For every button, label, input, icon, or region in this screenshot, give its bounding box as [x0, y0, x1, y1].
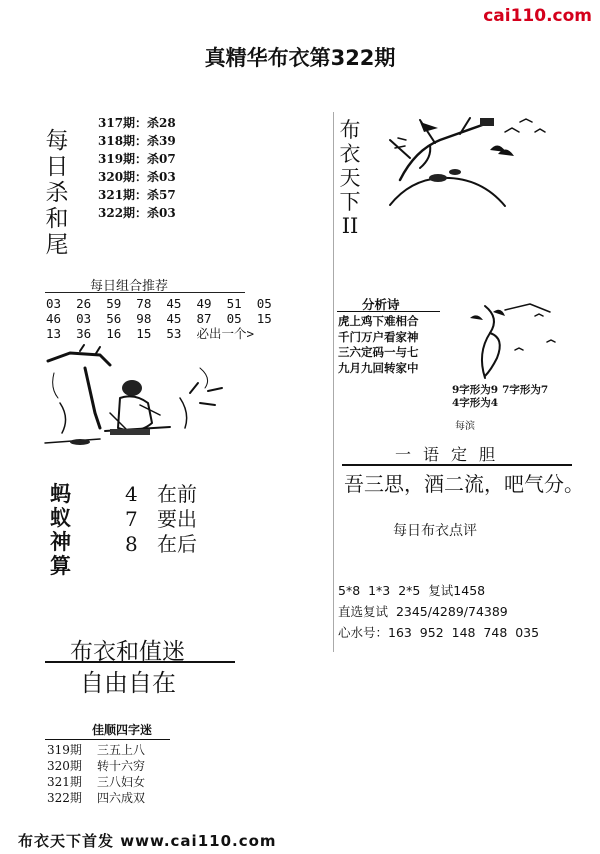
buyi-char: 天	[339, 166, 361, 190]
jiashun-text: 三五上八	[97, 743, 146, 757]
poem-note: 4字形为4	[452, 397, 499, 409]
buyi-char: 衣	[339, 142, 361, 166]
column-divider	[333, 112, 334, 652]
poem-author: 每滨	[455, 421, 475, 432]
buyi-char: 布	[339, 118, 361, 142]
poem-note: 7字形为7	[502, 384, 549, 396]
page-title: 真精华布衣第322期	[204, 46, 396, 70]
ant-number: 4	[125, 482, 138, 506]
ant-text: 在前	[157, 482, 197, 506]
buyi-char: 下	[339, 190, 361, 214]
combo-row: 03 26 59 78 45 49 51 05	[46, 296, 272, 311]
jiashun-divider	[45, 739, 170, 740]
daily-kill-label	[44, 128, 70, 258]
daily-kill-char: 每	[45, 128, 69, 154]
jiashun-row	[47, 774, 145, 790]
daily-kill-char: 和	[45, 206, 69, 232]
combo-divider	[45, 292, 245, 293]
poem-note: 9字形为9	[452, 384, 499, 396]
poem-title: 分析诗	[362, 297, 400, 312]
poem-line: 九月九回转家中	[338, 360, 419, 375]
site-watermark: cai110.com	[483, 6, 592, 26]
dianping-row: 直选复试 2345/4289/74389	[338, 604, 508, 619]
yiyu-title: 一语定胆	[395, 445, 508, 464]
jiashun-rows	[47, 742, 145, 806]
daily-kill-char: 杀	[45, 180, 69, 206]
plant-illustration	[455, 298, 565, 383]
ant-char: 蚁	[50, 506, 71, 530]
ant-char: 神	[50, 530, 71, 554]
jiashun-row	[47, 742, 145, 758]
kill-item: 321期：杀57	[98, 188, 176, 202]
jiashun-period: 322期	[47, 791, 82, 805]
poem-line: 三六定码一与七	[338, 345, 419, 359]
dianping-row: 5*8 1*3 2*5 复试1458	[338, 583, 486, 598]
ant-char: 蚂	[50, 482, 71, 506]
ant-text: 在后	[157, 532, 197, 556]
daily-kill-list	[98, 114, 176, 222]
jiashun-text: 四六成双	[97, 791, 146, 805]
dianping-rows	[338, 580, 539, 643]
jiashun-period: 321期	[47, 775, 82, 789]
ant-row	[125, 482, 197, 507]
kill-item: 320期：杀03	[98, 170, 176, 184]
baiyi-subtitle: 自由自在	[80, 669, 176, 697]
poem-notes	[452, 384, 552, 410]
poem-line: 千门万户看家神	[338, 329, 419, 344]
combo-rows	[46, 296, 272, 341]
jiashun-row	[47, 758, 145, 774]
kill-item: 318期：杀39	[98, 134, 176, 148]
jiashun-period: 320期	[47, 759, 82, 773]
ant-rows	[125, 482, 197, 557]
footer-banner: 布衣天下首发 www.cai110.com	[18, 832, 277, 850]
combo-title: 每日组合推荐	[90, 279, 169, 294]
scholar-illustration	[40, 343, 245, 473]
jiashun-text: 转十六穷	[97, 759, 146, 773]
ant-text: 要出	[157, 507, 197, 531]
jiashun-title: 佳顺四字迷	[92, 723, 153, 737]
tree-bird-illustration	[380, 110, 555, 215]
jiashun-period: 319期	[47, 743, 82, 757]
yiyu-divider	[342, 464, 572, 466]
ant-label	[50, 482, 71, 578]
dianping-title: 每日布衣点评	[393, 523, 477, 539]
kill-item: 317期：杀28	[98, 116, 176, 130]
ant-char: 算	[50, 554, 71, 578]
ant-number: 7	[125, 507, 138, 531]
combo-row: 46 03 56 98 45 87 05 15	[46, 311, 272, 326]
jiashun-row	[47, 790, 145, 806]
ant-row	[125, 507, 197, 532]
combo-row: 13 36 16 15 53 必出一个>	[46, 326, 255, 341]
poem-divider	[337, 311, 440, 312]
poem-lines	[338, 314, 419, 376]
ant-row	[125, 532, 197, 557]
buyi-char: II	[341, 214, 359, 238]
poem-line: 虎上鸡下难相合	[338, 314, 419, 328]
kill-item: 319期：杀07	[98, 152, 176, 166]
daily-kill-char: 尾	[45, 232, 69, 258]
ant-number: 8	[125, 532, 138, 556]
dianping-row: 心水号：163 952 148 748 035	[338, 625, 540, 640]
kill-item: 322期：杀03	[98, 206, 176, 220]
yiyu-text: 吾三思，酒二流，吧气分。	[344, 472, 584, 496]
daily-kill-char: 日	[45, 154, 69, 180]
jiashun-text: 三八妇女	[97, 775, 146, 789]
baiyi-title: 布衣和值迷	[70, 639, 185, 665]
buyi-tianxia-label	[338, 118, 362, 238]
